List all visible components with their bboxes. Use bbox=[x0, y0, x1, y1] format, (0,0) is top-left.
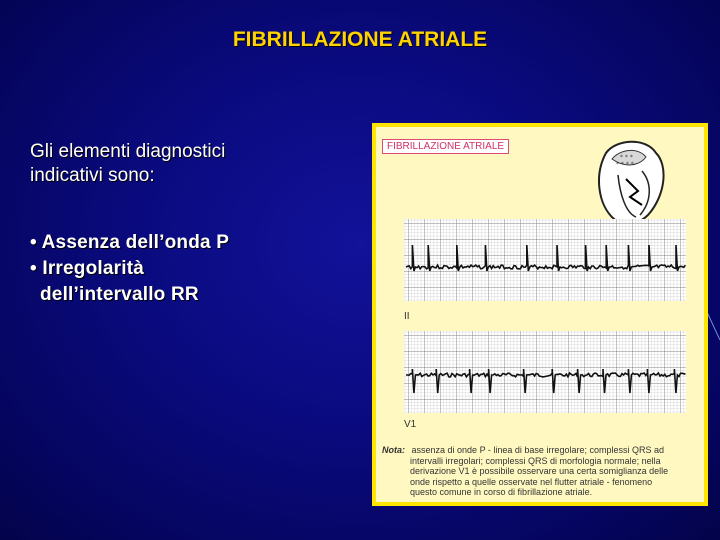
bullet-text: Irregolarità bbox=[42, 258, 145, 279]
lead-label-ii: II bbox=[404, 311, 410, 322]
lead-label-v1: V1 bbox=[404, 419, 417, 430]
note-line: intervalli irregolari; complessi QRS di morfologia normale; nella bbox=[410, 455, 661, 466]
note-line: assenza di onde P - linea di base irregolare; complessi QRS ad bbox=[411, 445, 664, 455]
note-line: questo comune in corso di fibrillazione atriale. bbox=[410, 487, 593, 498]
intro-line-2: indicativi sono: bbox=[30, 165, 155, 186]
note-line: onde rispetto a quelle osservate nel flutter atriale - fenomeno bbox=[410, 476, 653, 487]
bullet-item bbox=[30, 256, 350, 282]
bullet-marker: • bbox=[30, 258, 37, 279]
bullet-item bbox=[30, 230, 350, 256]
bullet-text: Assenza dell’onda P bbox=[41, 232, 230, 253]
bullet-item-continuation bbox=[30, 282, 350, 308]
ecg-figure bbox=[372, 123, 708, 506]
bullet-text: dell’intervallo RR bbox=[40, 284, 199, 305]
intro-line-1: Gli elementi diagnostici bbox=[30, 141, 226, 162]
slide-title: FIBRILLAZIONE ATRIALE bbox=[232, 28, 488, 51]
bullet-list bbox=[30, 230, 350, 308]
heart-diagram-icon bbox=[599, 142, 664, 224]
svg-text:* * * *: * * * * bbox=[616, 161, 634, 168]
figure-label: FIBRILLAZIONE ATRIALE bbox=[382, 139, 509, 154]
bullet-marker: • bbox=[30, 232, 37, 253]
intro-text bbox=[30, 140, 350, 188]
note-heading: Nota: bbox=[382, 445, 405, 455]
svg-text:* * *: * * * bbox=[620, 154, 633, 161]
note-line: derivazione V1 è possibile osservare una certa somiglianza delle bbox=[410, 466, 669, 477]
decorative-line bbox=[706, 310, 720, 350]
figure-note bbox=[382, 445, 704, 498]
